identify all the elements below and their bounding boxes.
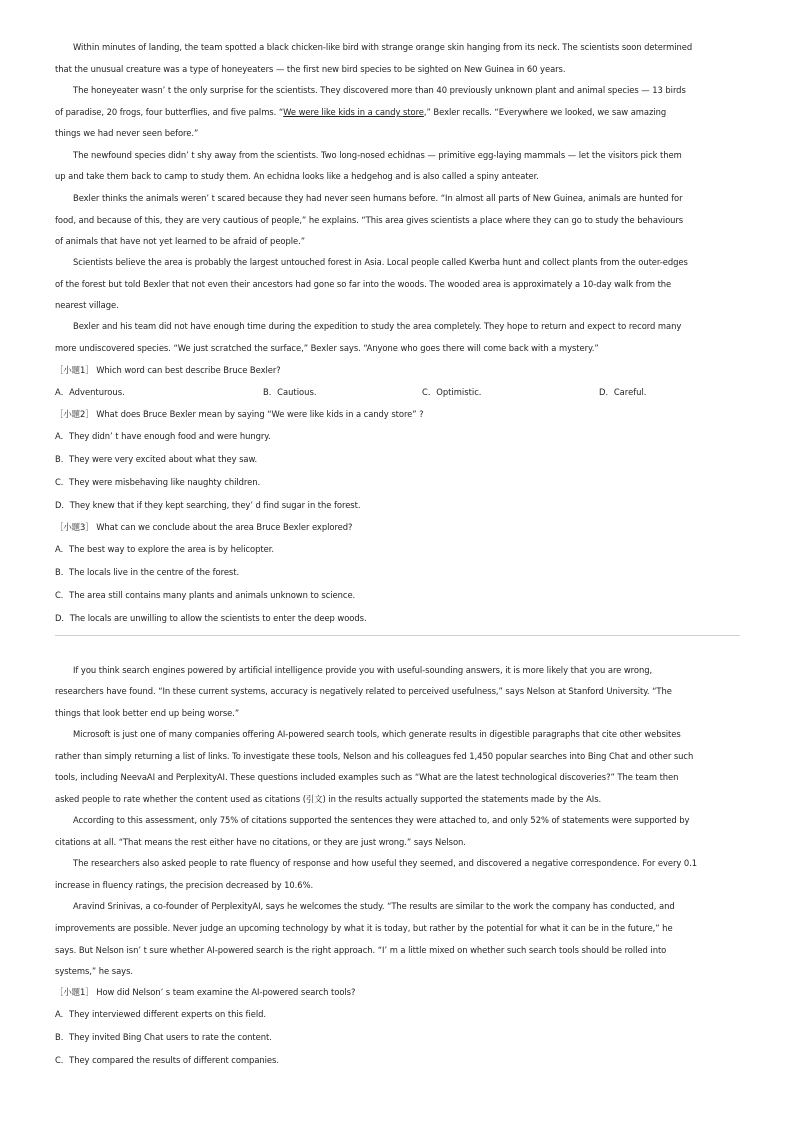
question-1-stem: ［小题1］ Which word can best describe Bruce Bexler? [55, 365, 281, 375]
option-c[interactable]: C．Optimistic. [422, 387, 482, 397]
p2-paragraph-4-line-2: increase in fluency ratings, the precision decreased by 10.6%. [55, 880, 314, 890]
p1-paragraph-5-line-2: of the forest but told Bexler that not even their ancestors had gone so far into the woods. The wooded area is approximately a 10-day walk from the [55, 279, 672, 289]
section-divider [55, 635, 740, 636]
p1-paragraph-1-line-2: that the unusual creature was a type of honeyeaters — the first new bird species to be sighted on New Guinea in 60 years. [55, 64, 566, 74]
p2-paragraph-4-line-1: The researchers also asked people to rate fluency of response and how useful they seemed, and discovered a negative correspondence. For every 0.1 [73, 858, 698, 868]
p1-paragraph-1-line-1: Within minutes of landing, the team spotted a black chicken-like bird with strange orange skin hanging from its neck. The scientists soon determined [73, 42, 693, 52]
p2-paragraph-3-line-1: According to this assessment, only 75% of citations supported the sentences they were attached to, and only 52% of statements were supported by [73, 815, 690, 825]
p2-paragraph-5-line-4: systems,” he says. [55, 966, 134, 976]
p2-paragraph-1-line-1: If you think search engines powered by artificial intelligence provide you with useful-sounding answers, it is more likely that you are wrong, [73, 665, 653, 675]
p2-paragraph-1-line-3: things that look better end up being worse.” [55, 708, 240, 718]
underlined-quote: We were like kids in a candy store [283, 107, 424, 117]
question-3-option-a[interactable]: A．The best way to explore the area is by helicopter. [55, 544, 274, 554]
p2-paragraph-5-line-3: says. But Nelson isn’ t sure whether AI-powered search is the right approach. “I’ m a little mixed on whether such search tools should be rolled into [55, 945, 667, 955]
p1-paragraph-2-line-3: things we had never seen before.” [55, 128, 199, 138]
p2-paragraph-3-line-2: citations at all. “That means the rest either have no citations, or they are just wrong.” says Nelson. [55, 837, 466, 847]
p2-paragraph-2-line-4: asked people to rate whether the content used as citations (引文) in the results actually supported the statements made by the AIs. [55, 794, 602, 804]
question-3-stem: ［小题3］ What can we conclude about the area Bruce Bexler explored? [55, 522, 353, 532]
question-2-stem: ［小题2］ What does Bruce Bexler mean by saying “We were like kids in a candy store” ? [55, 409, 424, 419]
p2-paragraph-2-line-3: tools, including NeevaAI and PerplexityAI. These questions included examples such as “What are the latest technological discoveries?” The team then [55, 772, 679, 782]
p2-question-1-stem: ［小题1］ How did Nelson’ s team examine the AI-powered search tools? [55, 987, 356, 997]
question-2-option-c[interactable]: C．They were misbehaving like naughty children. [55, 477, 261, 487]
p1-paragraph-5-line-3: nearest village. [55, 300, 119, 310]
p2-paragraph-5-line-1: Aravind Srinivas, a co-founder of PerplexityAI, says he welcomes the study. “The results are similar to the work the company has conducted, and [73, 901, 675, 911]
question-3-option-d[interactable]: D．The locals are unwilling to allow the scientists to enter the deep woods. [55, 613, 367, 623]
option-d[interactable]: D．Careful. [599, 387, 647, 397]
question-3-option-b[interactable]: B．The locals live in the centre of the forest. [55, 567, 240, 577]
p1-paragraph-4-line-3: of animals that have not yet learned to be afraid of people.” [55, 236, 306, 246]
p2-question-1-option-b[interactable]: B．They invited Bing Chat users to rate the content. [55, 1032, 272, 1042]
p1-paragraph-4-line-1: Bexler thinks the animals weren’ t scared because they had never seen humans before. “In almost all parts of New Guinea, animals are hunted for [73, 193, 683, 203]
question-2-option-b[interactable]: B．They were very excited about what they saw. [55, 454, 258, 464]
p1-paragraph-6-line-2: more undiscovered species. “We just scratched the surface,” Bexler says. “Anyone who goes there will come back with a mystery.” [55, 343, 599, 353]
question-3-option-c[interactable]: C．The area still contains many plants and animals unknown to science. [55, 590, 356, 600]
p2-question-1-option-a[interactable]: A．They interviewed different experts on this field. [55, 1009, 266, 1019]
p2-paragraph-2-line-1: Microsoft is just one of many companies offering AI-powered search tools, which generate results in digestible paragraphs that cite other websites [73, 729, 681, 739]
p2-question-1-option-c[interactable]: C．They compared the results of different companies. [55, 1055, 279, 1065]
p1-paragraph-6-line-1: Bexler and his team did not have enough time during the expedition to study the area completely. They hope to return and expect to record many [73, 321, 682, 331]
p1-paragraph-3-line-1: The newfound species didn’ t shy away from the scientists. Two long-nosed echidnas — primitive egg-laying mammals — let the visitors pick them [73, 150, 682, 160]
p1-paragraph-4-line-2: food, and because of this, they are very cautious of people,” he explains. “This area gives scientists a place where they can go to study the behaviours [55, 215, 684, 225]
option-b[interactable]: B．Cautious. [263, 387, 317, 397]
p2-paragraph-1-line-2: researchers have found. “In these current systems, accuracy is negatively related to perceived usefulness,” says Nelson at Stanford University. “The [55, 686, 672, 696]
text-segment: of paradise, 20 frogs, four butterflies, and five palms. “ [55, 107, 284, 117]
p1-paragraph-3-line-2: up and take them back to camp to study them. An echidna looks like a hedgehog and is also called a spiny anteater. [55, 171, 539, 181]
text-segment: ,” Bexler recalls. “Everywhere we looked, we saw amazing [423, 107, 667, 117]
p1-paragraph-2-line-2 [55, 106, 737, 118]
p2-paragraph-5-line-2: improvements are possible. Never judge an upcoming technology by what it is today, but rather by the potential for what it can be in the future,” he [55, 923, 673, 933]
question-2-option-d[interactable]: D．They knew that if they kept searching, they’ d find sugar in the forest. [55, 500, 361, 510]
question-2-option-a[interactable]: A．They didn’ t have enough food and were hungry. [55, 431, 271, 441]
p1-paragraph-5-line-1: Scientists believe the area is probably the largest untouched forest in Asia. Local people called Kwerba hunt and collect plants from the outer-edges [73, 257, 688, 267]
option-a[interactable]: A．Adventurous. [55, 387, 125, 397]
p2-paragraph-2-line-2: rather than simply returning a list of links. To investigate these tools, Nelson and his colleagues fed 1,450 popular searches into Bing Chat and other such [55, 751, 694, 761]
p1-paragraph-2-line-1: The honeyeater wasn’ t the only surprise for the scientists. They discovered more than 40 previously unknown plant and animal species — 13 birds [73, 85, 686, 95]
